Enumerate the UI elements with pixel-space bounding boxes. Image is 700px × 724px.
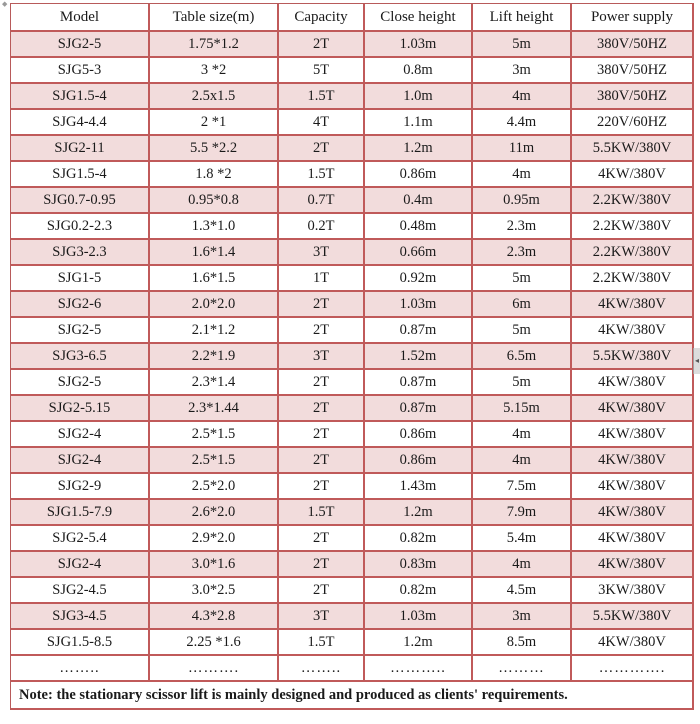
cell-capacity: 2T xyxy=(279,578,365,604)
cell-close-height: 0.86m xyxy=(365,448,473,474)
table-row xyxy=(11,292,694,318)
cell-power-supply: 4KW/380V xyxy=(572,500,694,526)
cell-model: SJG2-4 xyxy=(11,422,150,448)
cell-lift-height: 5m xyxy=(473,370,572,396)
cell-lift-height: 6m xyxy=(473,292,572,318)
cell-lift-height: 2.3m xyxy=(473,214,572,240)
cell-table-size: 4.3*2.8 xyxy=(150,604,279,630)
cell-close-height: 1.03m xyxy=(365,292,473,318)
cell-capacity: 3T xyxy=(279,604,365,630)
ellipsis-cell: ……… xyxy=(473,656,572,682)
splitter-handle[interactable] xyxy=(693,348,700,374)
cell-model: SJG4-4.4 xyxy=(11,110,150,136)
cell-model: SJG2-4.5 xyxy=(11,578,150,604)
cell-power-supply: 220V/60HZ xyxy=(572,110,694,136)
cell-lift-height: 4.4m xyxy=(473,110,572,136)
cell-lift-height: 5m xyxy=(473,266,572,292)
cell-lift-height: 4.5m xyxy=(473,578,572,604)
cell-power-supply: 380V/50HZ xyxy=(572,58,694,84)
cell-close-height: 1.03m xyxy=(365,604,473,630)
ellipsis-cell: …………. xyxy=(572,656,694,682)
table-row xyxy=(11,214,694,240)
cell-power-supply: 5.5KW/380V xyxy=(572,604,694,630)
ellipsis-cell: …….. xyxy=(11,656,150,682)
table-row xyxy=(11,266,694,292)
cell-lift-height: 4m xyxy=(473,84,572,110)
cell-capacity: 2T xyxy=(279,292,365,318)
cell-capacity: 2T xyxy=(279,552,365,578)
ellipsis-cell: ………. xyxy=(150,656,279,682)
cell-capacity: 1T xyxy=(279,266,365,292)
header-model: Model xyxy=(11,4,150,32)
cell-capacity: 1.5T xyxy=(279,162,365,188)
cell-table-size: 3.0*2.5 xyxy=(150,578,279,604)
table-row xyxy=(11,344,694,370)
cell-power-supply: 2.2KW/380V xyxy=(572,188,694,214)
cell-model: SJG1.5-4 xyxy=(11,84,150,110)
cell-power-supply: 4KW/380V xyxy=(572,474,694,500)
cell-table-size: 0.95*0.8 xyxy=(150,188,279,214)
table-row xyxy=(11,58,694,84)
cell-table-size: 2.5x1.5 xyxy=(150,84,279,110)
cell-close-height: 0.8m xyxy=(365,58,473,84)
cell-power-supply: 4KW/380V xyxy=(572,552,694,578)
cell-lift-height: 8.5m xyxy=(473,630,572,656)
cell-model: SJG2-5.4 xyxy=(11,526,150,552)
cell-close-height: 0.82m xyxy=(365,578,473,604)
cell-table-size: 2 *1 xyxy=(150,110,279,136)
table-row xyxy=(11,188,694,214)
cell-power-supply: 2.2KW/380V xyxy=(572,214,694,240)
cell-capacity: 2T xyxy=(279,370,365,396)
cell-capacity: 2T xyxy=(279,32,365,58)
cell-model: SJG3-2.3 xyxy=(11,240,150,266)
cell-lift-height: 11m xyxy=(473,136,572,162)
cell-lift-height: 5.15m xyxy=(473,396,572,422)
table-row xyxy=(11,422,694,448)
table-row xyxy=(11,578,694,604)
cell-table-size: 2.9*2.0 xyxy=(150,526,279,552)
cell-lift-height: 2.3m xyxy=(473,240,572,266)
cell-model: SJG2-4 xyxy=(11,552,150,578)
cell-capacity: 0.2T xyxy=(279,214,365,240)
cell-close-height: 0.4m xyxy=(365,188,473,214)
cell-capacity: 3T xyxy=(279,344,365,370)
cell-model: SJG2-6 xyxy=(11,292,150,318)
cell-model: SJG2-4 xyxy=(11,448,150,474)
cell-close-height: 1.0m xyxy=(365,84,473,110)
cell-capacity: 2T xyxy=(279,526,365,552)
cell-model: SJG2-5 xyxy=(11,318,150,344)
note-row xyxy=(11,682,694,710)
cell-model: SJG2-5 xyxy=(11,370,150,396)
table-body xyxy=(11,32,694,710)
cell-capacity: 1.5T xyxy=(279,630,365,656)
table-row xyxy=(11,136,694,162)
cell-model: SJG1-5 xyxy=(11,266,150,292)
cell-table-size: 3.0*1.6 xyxy=(150,552,279,578)
table-row xyxy=(11,526,694,552)
cell-table-size: 1.75*1.2 xyxy=(150,32,279,58)
cell-close-height: 0.87m xyxy=(365,318,473,344)
cell-table-size: 1.8 *2 xyxy=(150,162,279,188)
cell-power-supply: 4KW/380V xyxy=(572,396,694,422)
table-row xyxy=(11,604,694,630)
specification-table xyxy=(10,3,694,710)
cell-power-supply: 2.2KW/380V xyxy=(572,266,694,292)
cell-lift-height: 3m xyxy=(473,604,572,630)
cell-table-size: 5.5 *2.2 xyxy=(150,136,279,162)
cell-close-height: 0.87m xyxy=(365,396,473,422)
cell-lift-height: 4m xyxy=(473,422,572,448)
cell-lift-height: 4m xyxy=(473,162,572,188)
cell-power-supply: 5.5KW/380V xyxy=(572,344,694,370)
cell-lift-height: 6.5m xyxy=(473,344,572,370)
table-row xyxy=(11,370,694,396)
corner-marker-icon: ◆ xyxy=(2,0,8,8)
cell-table-size: 2.5*1.5 xyxy=(150,422,279,448)
note-text: Note: the stationary scissor lift is mainly designed and produced as clients' requirements. xyxy=(11,682,694,710)
cell-power-supply: 4KW/380V xyxy=(572,162,694,188)
cell-capacity: 1.5T xyxy=(279,500,365,526)
table-row xyxy=(11,448,694,474)
ellipsis-row xyxy=(11,656,694,682)
cell-close-height: 1.1m xyxy=(365,110,473,136)
cell-power-supply: 4KW/380V xyxy=(572,318,694,344)
cell-close-height: 0.87m xyxy=(365,370,473,396)
cell-model: SJG1.5-8.5 xyxy=(11,630,150,656)
table-row xyxy=(11,240,694,266)
cell-power-supply: 5.5KW/380V xyxy=(572,136,694,162)
cell-capacity: 0.7T xyxy=(279,188,365,214)
table-row xyxy=(11,552,694,578)
cell-lift-height: 5.4m xyxy=(473,526,572,552)
header-capacity: Capacity xyxy=(279,4,365,32)
cell-table-size: 3 *2 xyxy=(150,58,279,84)
cell-table-size: 2.0*2.0 xyxy=(150,292,279,318)
ellipsis-cell: …….. xyxy=(279,656,365,682)
cell-table-size: 2.6*2.0 xyxy=(150,500,279,526)
cell-close-height: 1.03m xyxy=(365,32,473,58)
table-row xyxy=(11,500,694,526)
splitter-arrow-icon: ◂ xyxy=(694,356,699,365)
cell-power-supply: 4KW/380V xyxy=(572,630,694,656)
cell-power-supply: 4KW/380V xyxy=(572,370,694,396)
cell-lift-height: 7.9m xyxy=(473,500,572,526)
cell-table-size: 2.3*1.44 xyxy=(150,396,279,422)
cell-model: SJG5-3 xyxy=(11,58,150,84)
cell-table-size: 2.3*1.4 xyxy=(150,370,279,396)
cell-lift-height: 0.95m xyxy=(473,188,572,214)
cell-power-supply: 3KW/380V xyxy=(572,578,694,604)
cell-power-supply: 380V/50HZ xyxy=(572,84,694,110)
cell-capacity: 2T xyxy=(279,396,365,422)
cell-capacity: 2T xyxy=(279,318,365,344)
cell-model: SJG0.2-2.3 xyxy=(11,214,150,240)
cell-table-size: 1.3*1.0 xyxy=(150,214,279,240)
cell-close-height: 0.48m xyxy=(365,214,473,240)
cell-capacity: 3T xyxy=(279,240,365,266)
cell-model: SJG2-11 xyxy=(11,136,150,162)
header-table-size: Table size(m) xyxy=(150,4,279,32)
cell-lift-height: 5m xyxy=(473,318,572,344)
cell-power-supply: 380V/50HZ xyxy=(572,32,694,58)
cell-model: SJG2-5 xyxy=(11,32,150,58)
table-row xyxy=(11,630,694,656)
cell-table-size: 2.25 *1.6 xyxy=(150,630,279,656)
cell-model: SJG0.7-0.95 xyxy=(11,188,150,214)
ellipsis-cell: ……….. xyxy=(365,656,473,682)
cell-table-size: 2.5*1.5 xyxy=(150,448,279,474)
cell-close-height: 1.2m xyxy=(365,500,473,526)
cell-close-height: 0.82m xyxy=(365,526,473,552)
cell-lift-height: 4m xyxy=(473,552,572,578)
cell-table-size: 1.6*1.5 xyxy=(150,266,279,292)
cell-power-supply: 2.2KW/380V xyxy=(572,240,694,266)
cell-table-size: 2.1*1.2 xyxy=(150,318,279,344)
table-row xyxy=(11,474,694,500)
cell-capacity: 2T xyxy=(279,448,365,474)
cell-power-supply: 4KW/380V xyxy=(572,526,694,552)
cell-table-size: 2.5*2.0 xyxy=(150,474,279,500)
header-lift-height: Lift height xyxy=(473,4,572,32)
table-row xyxy=(11,32,694,58)
header-close-height: Close height xyxy=(365,4,473,32)
cell-lift-height: 7.5m xyxy=(473,474,572,500)
cell-capacity: 2T xyxy=(279,474,365,500)
cell-close-height: 0.83m xyxy=(365,552,473,578)
cell-model: SJG3-4.5 xyxy=(11,604,150,630)
cell-power-supply: 4KW/380V xyxy=(572,292,694,318)
cell-table-size: 1.6*1.4 xyxy=(150,240,279,266)
cell-close-height: 1.2m xyxy=(365,136,473,162)
cell-close-height: 1.52m xyxy=(365,344,473,370)
cell-close-height: 0.66m xyxy=(365,240,473,266)
table-row xyxy=(11,84,694,110)
cell-capacity: 4T xyxy=(279,110,365,136)
table-row xyxy=(11,110,694,136)
cell-table-size: 2.2*1.9 xyxy=(150,344,279,370)
cell-model: SJG2-5.15 xyxy=(11,396,150,422)
cell-capacity: 2T xyxy=(279,422,365,448)
cell-lift-height: 3m xyxy=(473,58,572,84)
header-row xyxy=(11,4,694,32)
cell-model: SJG3-6.5 xyxy=(11,344,150,370)
cell-lift-height: 5m xyxy=(473,32,572,58)
cell-lift-height: 4m xyxy=(473,448,572,474)
table-row xyxy=(11,396,694,422)
cell-capacity: 5T xyxy=(279,58,365,84)
cell-capacity: 1.5T xyxy=(279,84,365,110)
cell-close-height: 0.86m xyxy=(365,422,473,448)
header-power-supply: Power supply xyxy=(572,4,694,32)
table-row xyxy=(11,162,694,188)
cell-power-supply: 4KW/380V xyxy=(572,448,694,474)
cell-close-height: 0.86m xyxy=(365,162,473,188)
cell-model: SJG1.5-4 xyxy=(11,162,150,188)
cell-close-height: 1.2m xyxy=(365,630,473,656)
table-row xyxy=(11,318,694,344)
cell-close-height: 1.43m xyxy=(365,474,473,500)
cell-capacity: 2T xyxy=(279,136,365,162)
cell-model: SJG1.5-7.9 xyxy=(11,500,150,526)
cell-model: SJG2-9 xyxy=(11,474,150,500)
cell-power-supply: 4KW/380V xyxy=(572,422,694,448)
cell-close-height: 0.92m xyxy=(365,266,473,292)
